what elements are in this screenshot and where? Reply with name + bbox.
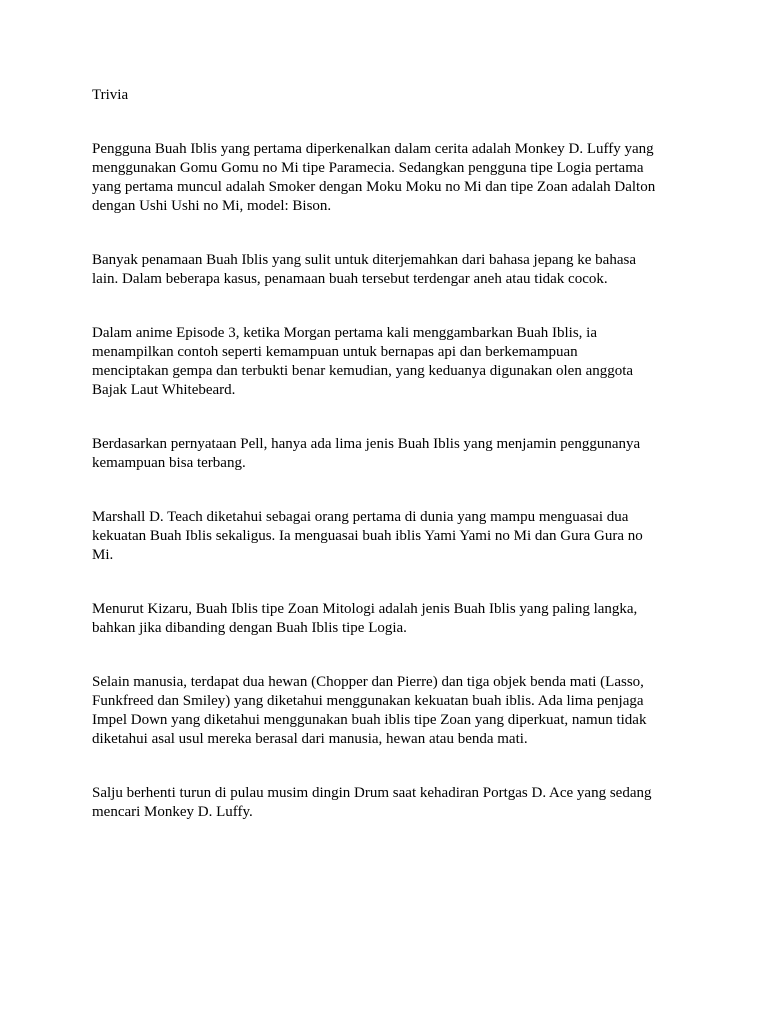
text-line: kekuatan Buah Iblis sekaligus. Ia menguasai buah iblis Yami Yami no Mi dan Gura Gura no — [92, 528, 643, 544]
text-line: Salju berhenti turun di pulau musim dingin Drum saat kehadiran Portgas D. Ace yang sedang — [92, 785, 652, 801]
text-line: diketahui asal usul mereka berasal dari manusia, hewan atau benda mati. — [92, 731, 528, 747]
text-line: lain. Dalam beberapa kasus, penamaan buah tersebut terdengar aneh atau tidak cocok. — [92, 271, 608, 287]
paragraph-non-humans — [92, 673, 682, 749]
paragraph-teach — [92, 508, 682, 565]
text-line: Berdasarkan pernyataan Pell, hanya ada lima jenis Buah Iblis yang menjamin penggunanya — [92, 436, 641, 452]
text-line: menciptakan gempa dan terbukti benar kemudian, yang keduanya digunakan olen anggota — [92, 363, 634, 379]
text-line: menampilkan contoh seperti kemampuan untuk bernapas api dan berkemampuan — [92, 344, 578, 360]
document-page — [92, 86, 682, 857]
text-line: menggunakan Gomu Gomu no Mi tipe Paramecia. Sedangkan pengguna tipe Logia pertama — [92, 160, 644, 176]
paragraph-first-users — [92, 140, 682, 216]
text-line: yang pertama muncul adalah Smoker dengan Moku Moku no Mi dan tipe Zoan adalah Dalton — [92, 179, 656, 195]
text-line: Pengguna Buah Iblis yang pertama diperkenalkan dalam cerita adalah Monkey D. Luffy yang — [92, 141, 654, 157]
paragraph-flight — [92, 435, 682, 473]
text-line: Dalam anime Episode 3, ketika Morgan pertama kali menggambarkan Buah Iblis, ia — [92, 325, 597, 341]
text-line: bahkan jika dibanding dengan Buah Iblis tipe Logia. — [92, 620, 407, 636]
text-line: Menurut Kizaru, Buah Iblis tipe Zoan Mitologi adalah jenis Buah Iblis yang paling langka, — [92, 601, 638, 617]
text-line: Bajak Laut Whitebeard. — [92, 382, 236, 398]
paragraph-naming — [92, 251, 682, 289]
paragraph-episode-3 — [92, 324, 682, 400]
text-line: Funkfreed dan Smiley) yang diketahui menggunakan kekuatan buah iblis. Ada lima penjaga — [92, 693, 644, 709]
paragraph-drum-snow — [92, 784, 682, 822]
text-line: mencari Monkey D. Luffy. — [92, 804, 253, 820]
text-line: Marshall D. Teach diketahui sebagai orang pertama di dunia yang mampu menguasai dua — [92, 509, 629, 525]
text-line: Banyak penamaan Buah Iblis yang sulit untuk diterjemahkan dari bahasa jepang ke bahasa — [92, 252, 636, 268]
text-line: Mi. — [92, 547, 114, 563]
paragraph-kizaru — [92, 600, 682, 638]
text-line: Impel Down yang diketahui menggunakan buah iblis tipe Zoan yang diperkuat, namun tidak — [92, 712, 647, 728]
document-title: Trivia — [92, 87, 129, 103]
text-line: Selain manusia, terdapat dua hewan (Chopper dan Pierre) dan tiga objek benda mati (Lasso, — [92, 674, 644, 690]
text-line: dengan Ushi Ushi no Mi, model: Bison. — [92, 198, 332, 214]
text-line: kemampuan bisa terbang. — [92, 455, 246, 471]
